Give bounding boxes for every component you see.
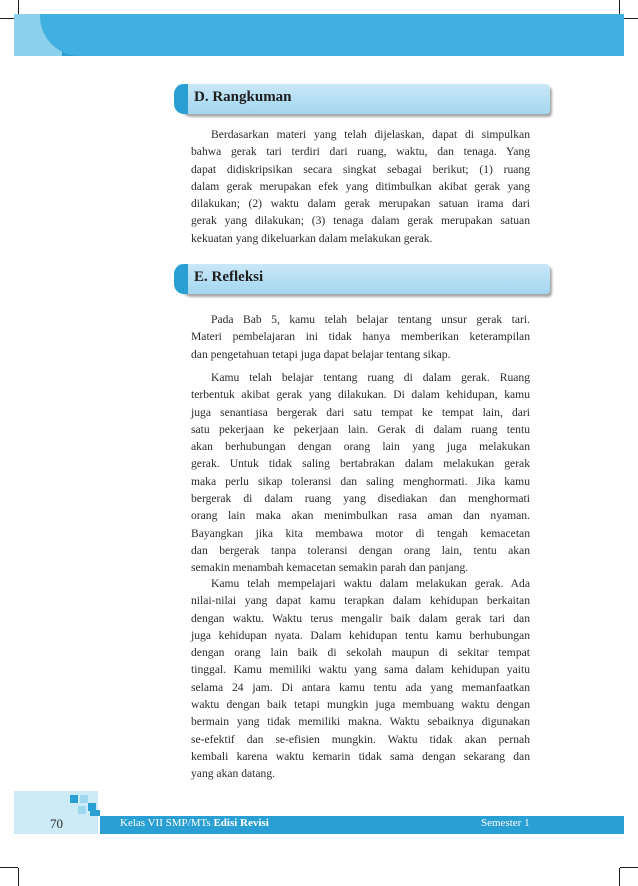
paragraph-rangkuman <box>191 126 530 247</box>
text-line: bahwa gerak tari terdiri dari ruang, waktu, dan tenaga. Yang <box>191 145 530 159</box>
text-line: Kamu telah mempelajari waktu dalam melakukan gerak. Ada <box>211 577 530 590</box>
text-line: bermain yang tidak memiliki makna. Waktu sebaiknya digunakan <box>191 715 530 729</box>
text-line: Berdasarkan materi yang telah dijelaskan, dapat di simpulkan <box>211 128 530 141</box>
section-title: D. Rangkuman <box>194 89 292 105</box>
text-line: maka perlu sikap toleransi dan saling menghormati. Jika kamu <box>191 474 530 488</box>
text-line: Bayangkan jika kita membawa motor di tengah kemacetan <box>191 526 530 540</box>
paragraph-refleksi-2 <box>191 369 530 577</box>
crop-mark <box>18 868 19 886</box>
text-line: kembali karena waktu kemarin tidak sama dengan sekarang dan <box>191 749 530 763</box>
text-line: dengan orang lain baik di sekolah maupun di sekitar tempat <box>191 646 530 660</box>
footer-semester: Semester 1 <box>481 817 530 829</box>
text-line: Materi pembelajaran ini tidak hanya memberikan keterampilan <box>191 330 530 344</box>
crop-mark <box>0 867 18 868</box>
page-number: 70 <box>50 816 63 831</box>
footer-book-name: Kelas VII SMP/MTs <box>120 817 214 829</box>
footer-edition: Edisi Revisi <box>213 817 269 829</box>
section-heading-rangkuman <box>178 84 550 114</box>
text-line: gerak. Untuk tidak saling bertabrakan dalam melakukan gerak <box>191 457 530 471</box>
text-line: dapat didiskripsikan secara singkat sebagai berikut; (1) ruang <box>191 162 530 176</box>
text-line: nilai-nilai yang dapat kamu terapkan dalam kehidupan berkaitan <box>191 594 530 608</box>
text-line: waktu dengan baik tetapi mungkin juga membuang waktu dengan <box>191 698 530 712</box>
text-line: semakin menambah kemacetan semakin parah dan panjang. <box>191 561 469 575</box>
text-line: gerak yang dilakukan; (3) tenaga dalam gerak merupakan satuan <box>191 214 530 228</box>
text-line: dan pengetahuan tetapi juga dapat belajar tentang sikap. <box>191 347 451 361</box>
text-line: Kamu telah belajar tentang ruang di dalam gerak. Ruang <box>211 371 530 384</box>
text-line: tinggal. Kamu memiliki waktu yang sama dalam kehidupan yaitu <box>191 663 530 677</box>
top-band-curve <box>40 14 624 56</box>
crop-mark <box>620 867 638 868</box>
heading-tab <box>174 84 188 114</box>
footer-pixel-decoration <box>80 795 88 803</box>
text-line: selama 24 jam. Di antara kamu tentu ada yang memanfaatkan <box>191 680 530 694</box>
text-line: dalam gerak merupakan efek yang ditimbulkan akibat gerak yang <box>191 179 530 193</box>
text-line: juga kehidupan nyata. Dalam kehidupan tentu kamu berhubungan <box>191 628 530 642</box>
text-line: dengan waktu. Waktu terus mengalir baik dalam gerak tari dan <box>191 611 530 625</box>
text-line: dan bergerak tanpa toleransi dengan orang lain, tentu akan <box>191 543 530 557</box>
text-line: Pada Bab 5, kamu telah belajar tentang unsur gerak tari. <box>211 313 530 326</box>
section-heading-refleksi <box>178 264 550 294</box>
text-line: yang akan datang. <box>191 767 276 781</box>
paragraph-refleksi-3 <box>191 575 530 783</box>
text-line: terbentuk akibat gerak yang dilakukan. Di dalam kehidupan, kamu <box>191 388 530 402</box>
crop-mark <box>619 868 620 886</box>
footer-pixel-decoration <box>90 810 100 816</box>
text-line: orang lain maka akan menimbulkan rasa aman dan nyaman. <box>191 509 530 523</box>
footer-pixel-decoration <box>78 806 86 814</box>
text-line: juga senantiasa bergerak dari satu tempat ke tempat lain, dari <box>191 405 530 419</box>
text-line: akan berhubungan dengan orang lain yang juga melakukan <box>191 440 530 454</box>
footer-pixel-decoration <box>70 795 78 803</box>
heading-tab <box>174 264 188 294</box>
footer-book-title <box>120 817 269 829</box>
text-line: kekuatan yang dikeluarkan dalam melakukan gerak. <box>191 231 433 245</box>
paragraph-refleksi-1 <box>191 311 530 363</box>
section-title: E. Refleksi <box>194 269 264 285</box>
text-line: dilakukan; (2) waktu dalam gerak merupakan satuan irama dari <box>191 197 530 211</box>
text-line: satu pekerjaan ke pekerjaan lain. Gerak di dalam ruang tentu <box>191 422 530 436</box>
text-line: se-efektif dan se-efisien mungkin. Waktu tidak akan pernah <box>191 732 530 746</box>
text-line: bergerak di dalam ruang yang disediakan dan menghormati <box>191 492 530 506</box>
